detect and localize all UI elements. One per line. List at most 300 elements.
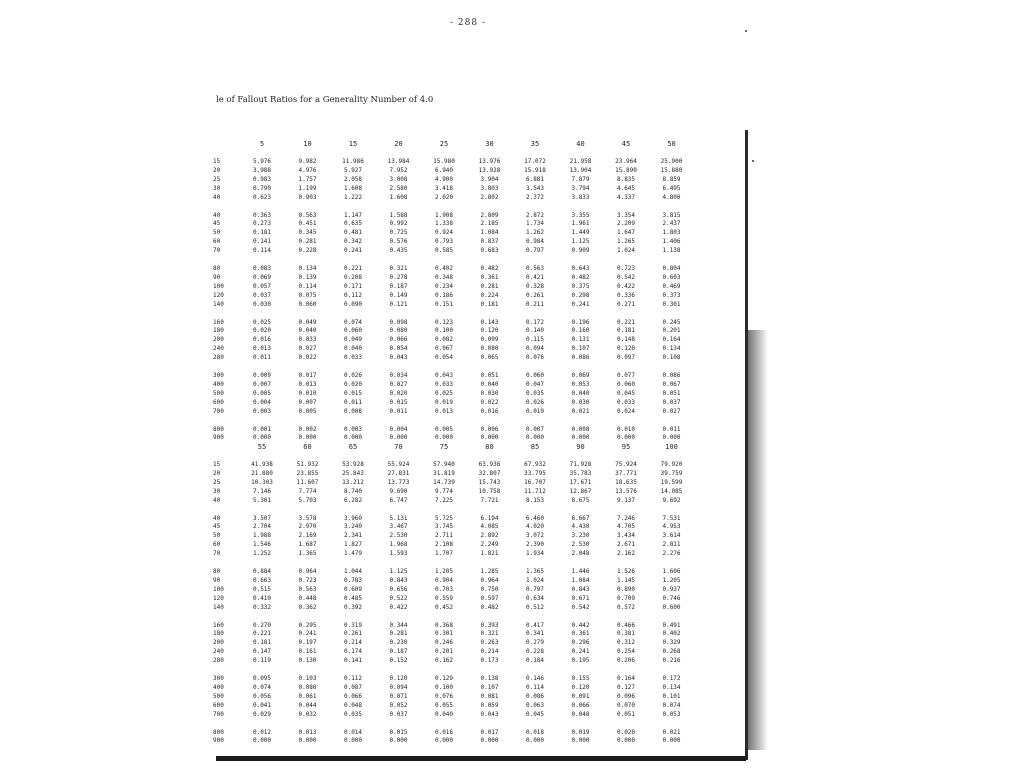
table-cell: 0.381 (616, 630, 636, 638)
row-label: 80 (213, 568, 221, 575)
table-cell: 0.155 (571, 675, 590, 682)
table-cell: 0.016 (480, 407, 499, 415)
table-cell: 0.030 (480, 389, 499, 397)
table-cell: 1.262 (525, 229, 545, 237)
table-cell: 0.937 (662, 585, 681, 593)
table-cell: 3.578 (298, 514, 317, 522)
table-cell: 0.080 (389, 327, 408, 335)
table-cell: 0.375 (571, 282, 590, 290)
table-cell: 0.024 (616, 407, 636, 415)
table-cell: 2.209 (616, 220, 636, 228)
table-cell: 3.833 (571, 193, 590, 201)
table-cell: 0.141 (252, 238, 272, 246)
table-cell: 2.437 (662, 220, 681, 228)
table-cell: 0.010 (616, 425, 636, 433)
table-cell: 2.249 (480, 541, 499, 549)
table-cell: 0.029 (252, 710, 272, 718)
column-header: 90 (576, 443, 585, 451)
table-cell: 0.112 (343, 291, 363, 299)
table-cell: 0.241 (571, 300, 590, 308)
table-cell: 0.100 (434, 327, 454, 335)
table-cell: 0.410 (252, 594, 272, 602)
table-cell: 3.803 (480, 184, 499, 192)
table-cell: 2.802 (480, 193, 499, 201)
scan-shadow (748, 330, 768, 750)
table-cell: 1.145 (616, 576, 636, 584)
table-cell: 0.149 (389, 291, 408, 299)
row-label: 700 (213, 710, 224, 718)
table-cell: 0.703 (434, 585, 454, 593)
row-label: 300 (213, 372, 224, 379)
table-cell: 0.048 (571, 710, 590, 718)
table-cell: 1.608 (343, 184, 363, 192)
row-label: 900 (213, 737, 224, 745)
table-cell: 2.048 (571, 550, 590, 558)
table-cell: 0.481 (343, 229, 363, 237)
table-cell: 0.563 (525, 265, 545, 272)
table-cell: 0.021 (571, 407, 590, 415)
table-cell: 13.773 (387, 478, 410, 486)
table-cell: 0.017 (480, 728, 499, 736)
row-label: 240 (213, 345, 224, 353)
table-cell: 0.114 (525, 683, 545, 691)
table-cell: 0.000 (389, 434, 408, 442)
fallout-table-upper (213, 140, 713, 442)
table-cell: 0.635 (343, 220, 363, 228)
table-cell: 7.721 (480, 496, 499, 504)
table-cell: 0.016 (252, 336, 272, 344)
table-cell: 0.623 (252, 193, 272, 201)
table-cell: 0.482 (571, 273, 590, 281)
table-cell: 0.048 (343, 701, 363, 709)
row-label: 50 (213, 532, 221, 540)
table-cell: 1.821 (480, 550, 499, 558)
row-label: 45 (213, 523, 221, 531)
table-cell: 0.120 (480, 327, 499, 335)
table-cell: 0.065 (480, 354, 499, 362)
table-cell: 3.354 (616, 211, 636, 219)
table-cell: 1.138 (662, 247, 681, 255)
row-label: 80 (213, 265, 221, 272)
table-cell: 1.608 (389, 193, 408, 201)
table-cell: 0.572 (616, 603, 636, 611)
table-cell: 0.452 (434, 603, 454, 611)
table-cell: 9.774 (434, 487, 454, 495)
row-label: 140 (213, 603, 224, 611)
table-cell: 0.241 (343, 247, 363, 255)
table-cell: 53.928 (342, 461, 364, 468)
table-cell: 0.211 (525, 300, 545, 308)
table-cell: 0.121 (389, 300, 408, 308)
table-cell: 0.091 (571, 692, 590, 700)
table-cell: 0.090 (343, 300, 363, 308)
table-cell: 0.008 (343, 407, 363, 415)
table-cell: 3.008 (389, 175, 408, 183)
table-cell: 0.051 (480, 372, 499, 379)
table-cell: 0.060 (343, 327, 363, 335)
table-cell: 0.181 (480, 300, 499, 308)
table-cell: 0.060 (525, 372, 545, 379)
table-cell: 0.004 (389, 425, 408, 433)
table-cell: 1.647 (616, 229, 636, 237)
table-cell: 0.301 (434, 630, 454, 638)
table-cell: 0.186 (434, 291, 454, 299)
table-cell: 0.001 (252, 425, 272, 433)
table-cell: 13.576 (615, 487, 637, 495)
table-cell: 0.196 (571, 318, 590, 326)
table-cell: 0.750 (480, 585, 499, 593)
table-cell: 0.843 (389, 576, 408, 584)
table-cell: 8.859 (662, 175, 681, 183)
table-cell: 4.430 (571, 523, 590, 531)
table-cell: 0.000 (525, 737, 545, 745)
table-cell: 0.451 (298, 220, 317, 228)
table-cell: 6.667 (571, 514, 590, 522)
table-cell: 2.530 (389, 532, 408, 540)
table-cell: 0.271 (616, 300, 636, 308)
table-cell: 0.559 (434, 594, 454, 602)
row-label: 900 (213, 434, 224, 442)
table-cell: 37.771 (615, 469, 637, 477)
table-cell: 0.254 (616, 648, 636, 656)
scan-speck (745, 30, 747, 32)
table-cell: 0.585 (434, 247, 454, 255)
table-cell: 0.005 (434, 425, 454, 433)
table-cell: 5.301 (252, 496, 272, 504)
table-cell: 0.230 (389, 639, 408, 647)
table-cell: 35.783 (569, 469, 592, 477)
table-cell: 0.171 (343, 282, 363, 290)
column-header: 95 (621, 443, 631, 451)
table-cell: 0.208 (343, 273, 363, 281)
row-label: 200 (213, 639, 224, 647)
table-cell: 0.003 (252, 407, 272, 415)
table-cell: 57.940 (433, 461, 455, 468)
table-cell: 0.114 (298, 282, 317, 290)
table-cell: 0.964 (480, 576, 499, 584)
table-cell: 12.867 (569, 487, 592, 495)
table-cell: 1.961 (571, 220, 590, 228)
table-cell: 41.938 (251, 461, 273, 468)
table-cell: 9.692 (662, 496, 681, 504)
table-cell: 16.707 (524, 478, 546, 486)
table-cell: 1.338 (434, 220, 454, 228)
row-label: 120 (213, 594, 224, 602)
table-cell: 7.952 (389, 166, 408, 174)
table-cell: 0.172 (662, 675, 681, 682)
table-cell: 0.904 (434, 576, 454, 584)
table-cell: 0.392 (343, 603, 363, 611)
table-cell: 0.035 (525, 389, 545, 397)
table-cell: 2.809 (480, 211, 499, 219)
table-cell: 3.434 (616, 532, 636, 540)
table-cell: 4.705 (616, 523, 636, 531)
table-cell: 6.194 (480, 514, 499, 522)
row-label: 400 (213, 683, 224, 691)
row-label: 50 (213, 229, 221, 237)
row-label: 600 (213, 701, 224, 709)
table-cell: 0.683 (480, 247, 499, 255)
table-cell: 0.843 (571, 585, 590, 593)
table-cell: 0.066 (389, 336, 408, 344)
table-cell: 0.112 (343, 675, 363, 682)
table-cell: 0.018 (525, 728, 545, 736)
table-cell: 13.928 (478, 166, 501, 174)
table-cell: 0.221 (343, 265, 363, 272)
table-cell: 0.047 (525, 380, 545, 388)
table-cell: 0.224 (480, 291, 499, 299)
table-cell: 0.790 (252, 184, 272, 192)
table-title: le of Fallout Ratios for a Generality Number of 4.0 (216, 95, 434, 105)
table-cell: 0.037 (389, 710, 408, 718)
scan-speck (752, 160, 754, 162)
table-cell: 0.161 (298, 648, 317, 656)
table-cell: 5.976 (252, 158, 272, 165)
table-cell: 0.013 (298, 728, 317, 736)
table-cell: 0.221 (252, 630, 272, 638)
table-cell: 1.125 (389, 568, 408, 575)
table-cell: 0.007 (298, 398, 317, 406)
table-cell: 32.807 (478, 469, 501, 477)
table-cell: 0.228 (525, 648, 545, 656)
table-cell: 0.141 (343, 657, 363, 665)
table-cell: 2.892 (480, 532, 499, 540)
table-cell: 1.199 (298, 184, 317, 192)
table-cell: 0.332 (252, 603, 272, 611)
table-cell: 0.214 (480, 648, 499, 656)
table-cell: 0.143 (480, 318, 499, 326)
table-cell: 0.011 (389, 407, 408, 415)
table-cell: 0.201 (662, 327, 681, 335)
table-cell: 0.069 (252, 273, 272, 281)
column-header: 55 (257, 443, 267, 451)
table-cell: 0.005 (252, 389, 272, 397)
table-cell: 0.603 (662, 273, 681, 281)
table-cell: 0.656 (389, 585, 408, 593)
table-cell: 0.099 (480, 336, 499, 344)
table-cell: 0.014 (343, 728, 363, 736)
row-label: 30 (213, 487, 221, 495)
table-cell: 0.151 (434, 300, 454, 308)
table-cell: 0.015 (343, 389, 363, 397)
table-cell: 0.000 (343, 434, 363, 442)
table-cell: 0.134 (662, 683, 681, 691)
table-cell: 0.448 (298, 594, 317, 602)
table-cell: 0.563 (298, 585, 317, 593)
table-cell: 0.011 (252, 354, 272, 362)
table-cell: 0.051 (616, 710, 636, 718)
table-cell: 33.795 (524, 469, 546, 477)
table-cell: 23.855 (296, 469, 319, 477)
table-cell: 0.097 (616, 354, 636, 362)
table-cell: 0.134 (298, 265, 317, 272)
table-cell: 0.725 (389, 229, 408, 237)
table-cell: 1.449 (571, 229, 590, 237)
table-cell: 17.072 (524, 158, 546, 165)
table-cell: 7.879 (571, 175, 590, 183)
column-header: 80 (485, 443, 494, 451)
table-cell: 0.000 (616, 434, 636, 442)
table-cell: 0.148 (616, 336, 636, 344)
table-cell: 0.234 (434, 282, 454, 290)
table-cell: 3.815 (662, 211, 681, 219)
table-cell: 1.044 (343, 568, 363, 575)
table-cell: 1.084 (571, 576, 590, 584)
table-cell: 0.081 (480, 692, 499, 700)
table-cell: 0.361 (480, 273, 499, 281)
row-label: 70 (213, 550, 221, 558)
table-cell: 0.201 (434, 648, 454, 656)
table-cell: 0.000 (252, 434, 272, 442)
table-cell: 4.953 (662, 523, 681, 531)
table-cell: 0.195 (571, 657, 590, 665)
table-cell: 39.759 (660, 469, 683, 477)
table-cell: 0.020 (252, 327, 272, 335)
table-cell: 1.024 (525, 576, 545, 584)
table-cell: 51.932 (296, 461, 319, 468)
table-cell: 3.543 (525, 184, 545, 192)
table-cell: 0.162 (434, 657, 454, 665)
table-cell: 0.011 (343, 398, 363, 406)
table-cell: 4.337 (616, 193, 636, 201)
table-cell: 1.285 (480, 568, 499, 575)
table-cell: 0.040 (480, 380, 499, 388)
table-cell: 0.043 (434, 372, 454, 379)
page-number: - 288 - (450, 18, 486, 28)
table-cell: 1.687 (298, 541, 317, 549)
table-cell: 0.146 (525, 675, 545, 682)
table-cell: 1.024 (616, 247, 636, 255)
table-cell: 0.147 (252, 648, 272, 656)
table-cell: 0.059 (480, 701, 499, 709)
table-cell: 0.013 (252, 345, 272, 353)
table-cell: 0.013 (434, 407, 454, 415)
table-cell: 2.020 (434, 193, 454, 201)
table-cell: 0.295 (298, 621, 317, 629)
table-cell: 0.491 (662, 621, 681, 629)
table-cell: 0.022 (298, 354, 317, 362)
table-cell: 0.120 (616, 345, 636, 353)
table-cell: 0.281 (389, 630, 408, 638)
table-cell: 1.265 (616, 238, 636, 246)
column-header: 100 (665, 443, 678, 451)
table-cell: 3.507 (252, 514, 272, 522)
table-cell: 0.000 (480, 434, 499, 442)
table-cell: 0.485 (343, 594, 363, 602)
table-cell: 2.872 (525, 211, 545, 219)
table-cell: 0.080 (480, 345, 499, 353)
table-cell: 1.968 (389, 541, 408, 549)
table-cell: 0.783 (343, 576, 363, 584)
table-cell: 0.000 (434, 737, 454, 745)
table-cell: 0.000 (525, 434, 545, 442)
table-cell: 0.336 (616, 291, 636, 299)
table-cell: 1.526 (616, 568, 636, 575)
table-cell: 0.013 (298, 380, 317, 388)
table-cell: 25.900 (660, 158, 683, 165)
table-cell: 13.904 (569, 166, 592, 174)
table-cell: 0.964 (298, 568, 317, 575)
table-cell: 0.344 (389, 621, 408, 629)
table-cell: 0.010 (298, 389, 317, 397)
table-cell: 0.319 (343, 621, 363, 629)
table-cell: 7.225 (434, 496, 454, 504)
table-cell: 2.811 (662, 541, 681, 549)
table-cell: 1.222 (343, 193, 363, 201)
table-cell: 2.169 (298, 532, 317, 540)
row-label: 800 (213, 425, 224, 433)
table-cell: 13.976 (478, 158, 501, 165)
table-cell: 0.022 (480, 398, 499, 406)
table-cell: 0.417 (525, 621, 545, 629)
table-cell: 0.345 (298, 229, 317, 237)
table-cell: 0.034 (389, 372, 408, 379)
table-cell: 0.095 (252, 675, 272, 682)
table-cell: 0.107 (480, 683, 499, 691)
row-label: 400 (213, 380, 224, 388)
table-cell: 0.096 (616, 692, 636, 700)
table-cell: 3.904 (480, 175, 499, 183)
table-cell: 0.992 (389, 220, 408, 228)
table-cell: 0.130 (298, 657, 317, 665)
table-cell: 2.372 (525, 193, 545, 201)
table-cell: 0.074 (662, 701, 681, 709)
table-cell: 1.365 (525, 568, 545, 575)
table-cell: 0.298 (571, 291, 590, 299)
table-cell: 2.058 (343, 175, 363, 183)
table-cell: 0.804 (662, 265, 681, 272)
table-cell: 15.743 (478, 478, 501, 486)
table-cell: 0.056 (252, 692, 272, 700)
table-cell: 0.000 (662, 737, 681, 745)
table-cell: 0.054 (434, 354, 454, 362)
table-cell: 19.599 (660, 478, 683, 486)
column-header: 60 (303, 443, 312, 451)
table-cell: 9.690 (389, 487, 408, 495)
table-cell: 0.422 (616, 282, 636, 290)
table-cell: 0.094 (389, 683, 408, 691)
table-cell: 1.908 (434, 211, 454, 219)
table-cell: 0.140 (525, 327, 545, 335)
table-cell: 0.206 (616, 657, 636, 665)
table-cell: 7.146 (252, 487, 272, 495)
table-cell: 14.085 (660, 487, 683, 495)
table-cell: 0.057 (252, 282, 272, 290)
table-cell: 0.011 (662, 425, 681, 433)
table-cell: 0.016 (434, 728, 454, 736)
table-cell: 5.131 (389, 514, 408, 522)
table-cell: 0.115 (525, 336, 545, 344)
table-cell: 31.819 (433, 469, 455, 477)
table-cell: 0.100 (434, 683, 454, 691)
table-cell: 0.884 (252, 568, 272, 575)
table-cell: 0.301 (662, 300, 681, 308)
table-cell: 0.221 (616, 318, 636, 326)
table-cell: 1.827 (343, 541, 363, 549)
table-cell: 0.245 (662, 318, 681, 326)
table-cell: 0.083 (252, 265, 272, 272)
table-cell: 4.020 (525, 523, 545, 531)
table-cell: 3.418 (434, 184, 454, 192)
column-header: 40 (576, 140, 585, 148)
table-cell: 0.000 (571, 737, 590, 745)
table-cell: 0.032 (298, 710, 317, 718)
table-cell: 0.341 (525, 630, 545, 638)
table-cell: 2.580 (389, 184, 408, 192)
table-cell: 0.000 (571, 434, 590, 442)
row-label: 300 (213, 675, 224, 682)
table-cell: 1.546 (252, 541, 272, 549)
